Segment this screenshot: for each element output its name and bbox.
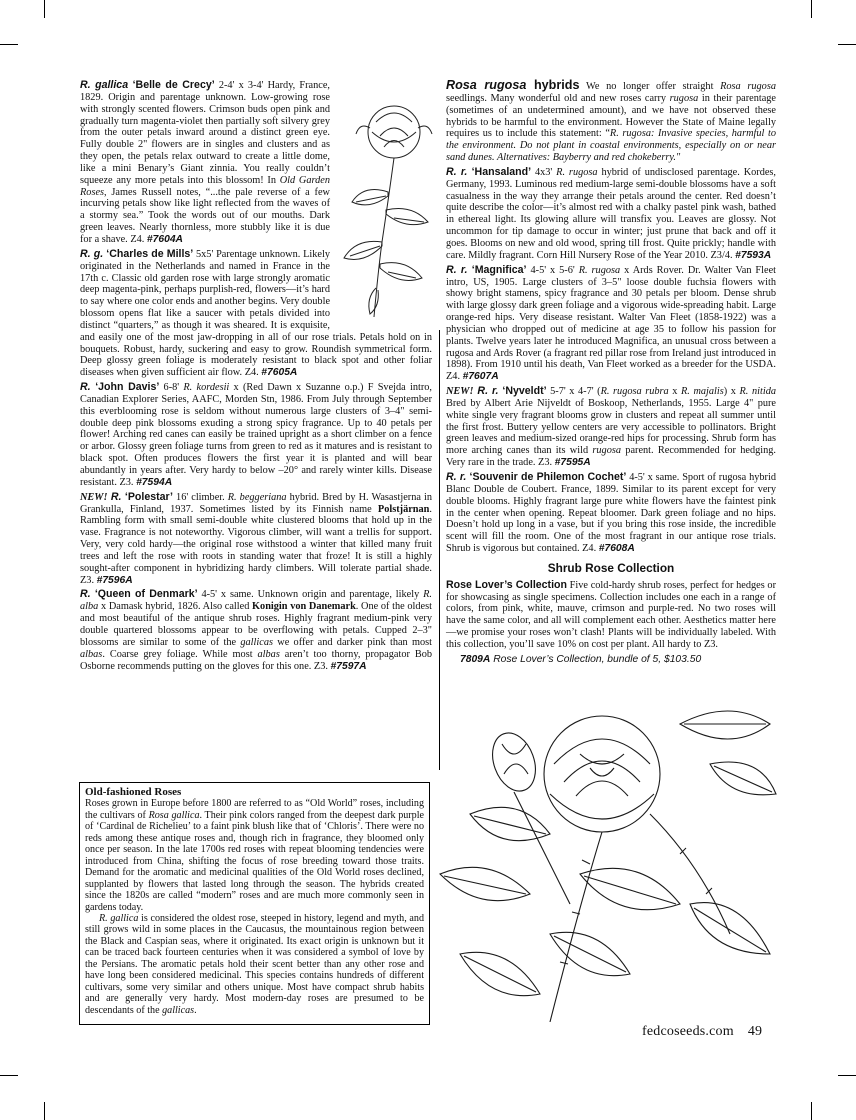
description: We no longer offer straight (579, 81, 721, 92)
entry-hansaland (446, 167, 776, 262)
page-number: 49 (747, 1024, 763, 1039)
item-number: #7604A (146, 233, 183, 245)
description-continued: seedlings. Many wonderful old and new roses carry (446, 92, 670, 104)
entry-john-davis (80, 382, 432, 489)
description-continued: . One of the oldest and most beautiful of the antique shrub roses. Highly fragrant medium-pink very double quartered blossoms appear to be overflowing with petals. Cupped 2–3" blossoms are similar to some of the (80, 601, 432, 648)
description: hybrid of undisclosed parentage. Kordes, Germany, 1993. Luminous red medium-large semi-double blossoms have a soft casualness in the way they arrange their petals around the center. Red doesn’t quite describe the color—it’s almost red with a chalky pastel pink wash, bathed in ethereal light. Its glowing allure will transfix you. Leaves are glossy. Not uncommon for tip damage to occur in winter; just prune that back and off it goes. Blooms on new and old wood, spring till frost. Quite prickly; handle with care. Mildly fragrant. Corn Hill Nursery Rose of the Year 2010. Z3/4. (446, 166, 777, 261)
description-continued: in their parentage (sometimes of an undetermined amount), and we have not observed these hybrids to be harmful to the environment. However the State of Maine legally requires us to include this statement: “ (446, 92, 776, 140)
description: 4-5' x same. Sport of rugosa hybrid Blanc Double de Coubert. France, 1899. Similar to its parent except for very double blooms. Highly fragrant large pure white flowers have the faintest pink in the center when opening. Repeat bloomer. Dark green foliage and no hips. Doesn’t hold up long in a vase, but if you bring this rose inside, the incredible scent will fill the room. One of the most fragrant in our antique rose trials. Shrub is vigorous but contained. Z4. (446, 472, 776, 555)
cultivar-name: ‘John Davis’ (90, 381, 160, 394)
description: x Damask hybrid, 1826. Also called (98, 601, 253, 613)
alternate-name: Konigin von Danemark (252, 601, 356, 613)
sidebar-paragraph (85, 913, 424, 1016)
crop-mark (0, 1075, 18, 1076)
cultivar-name: ‘Queen of Denmark’ (90, 588, 198, 601)
species: R. rugosa (556, 166, 598, 178)
item-number: #7594A (136, 476, 173, 488)
species: R. gallica (99, 912, 139, 924)
reference: rugosa (592, 445, 622, 457)
sidebar-text: Roses grown in Europe before 1800 are referred to as “Old World” roses, including the cultivars of (85, 798, 424, 821)
right-column (446, 80, 776, 666)
description: 5x5' Parentage unknown. Likely originated in the Netherlands and named in France in the 17th c. Classic old garden rose with large strongly aromatic deep magenta-pink, perhaps purplish-red, flowers—it’s hard to say where one color ends and another begins. Very double blossom opens flat like a saucer with petals divided into distinct “quarters,” as though it was sheared. It is exquisite, and easily one of the most jaw-dropping in all of our rose trials. Petals hold on in bouquets. Robust, hardy, suckering and easy to grow. Roundish symmetrical form. Deep glossy green foliage is moderately resistant to black spot and other foliar diseases when given sufficient air flow. Z4. (80, 248, 432, 379)
order-description: Rose Lover’s Collection, bundle of 5, $103.50 (490, 653, 702, 665)
item-number: #7605A (261, 367, 298, 379)
size: 4-5' x 5-6' (526, 264, 579, 276)
reference: albas (80, 648, 103, 660)
entry-magnifica (446, 265, 776, 383)
item-number: #7608A (598, 543, 635, 555)
item-number: 7809A (460, 653, 491, 665)
description: x Ards Rover. Dr. Walter Van Fleet intro, US, 1905. Large clusters of 3–5" loose double fuchsia flowers with showy bright stamens, spicy fragrance and 30 petals per bloom. Dense shrub with large glossy dark green foliage and a vigorous wide-spreading habit. Large orange-red hips. Very disease resistant. Walter Van Fleet (1858-1922) was a physician who dropped out of medicine at age 35 to follow his passion for plants. Twelve years later he introduced Magnifica, an unusual cross between a rugosa and Ards Rover (a fragrant red pillar rose from Ireland just introduced in 1898). From 1910 until his death, Van Fleet worked as a breeder for the USDA. Z4. (446, 264, 777, 383)
description: 2-4' x 3-4' Hardy, France, 1829. Origin and parentage unknown. Low-growing rose with strongly scented flowers. Crimson buds open pink and gradually turn magenta-violet then partially soft silvery grey from the outer petals inward around a distinct green eye. Fully double 2" flowers are in singles and clusters and as they open, the petals relax outward to create a little dome, like a mini Benary’s Giant zinnia. You really couldn’t squeeze any more petals into this blossom! In (80, 80, 330, 186)
description-continued: aren’t too thorny, propagator Bob Osborne recommends putting on the gloves for this one. Z3. (80, 648, 433, 672)
item-number: #7595A (554, 457, 591, 469)
reference: rugosa (669, 92, 699, 104)
description-continued: . Coarse grey foliage. While most (102, 648, 258, 660)
species: R. nitida (739, 386, 776, 398)
old-fashioned-roses-sidebar (79, 782, 430, 1025)
reference: albas (257, 648, 280, 660)
cultivar-prefix: R. r. (446, 471, 467, 483)
section-title-species: Rosa rugosa (446, 78, 527, 92)
entry-rugosa-intro (446, 80, 776, 164)
cultivar-prefix: R. (80, 381, 91, 394)
crop-mark (811, 0, 812, 18)
collection-name: Rose Lover’s Collection (446, 578, 567, 591)
entry-nyveldt (446, 386, 776, 469)
description: hybrid. Bred by H. Wasastjerna in Grankulla, Finland, 1937. Sometimes listed by its Finnish name (80, 491, 432, 515)
reference: gallicas (162, 1004, 195, 1016)
cultivar-name: ‘Belle de Crecy’ (128, 79, 215, 91)
crop-mark (44, 0, 45, 18)
size: 6-8' (159, 382, 184, 394)
size: 4x3' (531, 166, 557, 178)
item-number: #7593A (735, 249, 772, 261)
legal-statement: R. rugosa: Invasive species, harmful to the environment. Do not plant in coastal environments, especially on or near sand dunes. Alternatives: Bayberry and red chokeberry." (446, 128, 776, 164)
cultivar-name: ‘Charles de Mills’ (103, 247, 194, 260)
item-number: #7607A (462, 371, 499, 383)
new-badge: NEW! (80, 491, 108, 503)
crop-mark (0, 44, 18, 45)
book-title: Old Garden Roses (80, 174, 330, 198)
crop-mark (44, 1102, 45, 1120)
crop-mark (838, 1075, 856, 1076)
species: R. beggeriana (227, 491, 287, 503)
description: x (668, 386, 682, 398)
sidebar-text: . Their pink colors ranged from the deepest dark purple of ‘Cardinal de Richelieu’ to a faint pink blush like that of ‘Chloris’. There were no reds among these antique roses and, though rich in fragrance, they bloomed only once per season. In the late 1700s red roses with repeat blooming tendencies were introduced from China, shifting the focus of rose breeding toward those traits. Demand for the aromatic and medicinal qualities of the Old World roses declined, supplanted by flowers that lasted long through the season. The hybrids created since the 1820s are called “modern” roses and are much more commonly seen in gardens today. (85, 809, 424, 913)
species: Rosa gallica (148, 809, 200, 821)
description-continued: Bred by Albert Arie Nijveldt of Boskoop, Netherlands, 1955. Large 4" pure white single very fragrant blooms grow in clusters and repeat all summer until the first frost. Buttery yellow centers are very accessible to pollinators. Bright green leaves and medium-sized orange-red hips for processing. Shrub form has more arching canes than its wild (446, 397, 776, 457)
cultivar-prefix: R. r. (473, 385, 499, 398)
crop-mark (838, 44, 856, 45)
alternate-name: Polstjärnan (377, 503, 430, 515)
section-heading: Shrub Rose Collection (547, 560, 675, 575)
species: R. kordesii (183, 382, 230, 394)
cultivar-name: ‘Magnifica’ (467, 263, 527, 276)
left-column (80, 80, 432, 675)
item-number: #7596A (96, 574, 133, 586)
cultivar-name: ‘Hansaland’ (467, 165, 532, 178)
size: 16' climber. (173, 491, 228, 503)
size: 5-7' x 4-7' ( (546, 386, 601, 398)
entry-polestar (80, 492, 432, 587)
rose-engraving-large (430, 704, 778, 1022)
entry-souvenir-de-philemon-cochet (446, 472, 776, 555)
sidebar-text: is considered the oldest rose, steeped in history, legend and myth, and still grows wild in some places in the Caucasus, the mountainous region between the Black and Caspian seas, where it originated. Its exact origin is unknown but it can be traced back fourteen centuries when it was considered a symbol of love by the Persians. The aromatic petals hold their scent better than any other rose and have long been considered medicinal. This species contains hundreds of different cultivars, some very similar and others unique. Most have compact shrub habits and are generally very hardy. Most modern-day roses are presumed to be descendants of the (85, 912, 424, 1016)
order-line (446, 654, 776, 666)
sidebar-paragraph (85, 798, 424, 913)
cultivar-name: ‘Nyveldt’ (498, 385, 547, 398)
description-continued: , James Russell notes, “...the pale reverse of a few incurving petals show like light reflected from the waves of a stormy sea.” Took the words out of our mouths. Dark green leaves. Nearly thornless, more stubbly like it is due for a shave. Z4. (80, 186, 330, 245)
page-footer (642, 1024, 762, 1040)
description: x (Red Dawn x Suzanne o.p.) F Svejda intro, Canadian Explorer Series, AAFC, Morden Stn, 1986. From July through September this everblooming rose is seldom without numerous large clusters of 3–4" semi-double deep pink blossoms exuding a strong spicy fragrance. Up to 40 petals per flower! Arching red canes can easily be trained upright as a short climber on a fence or arbor. Glossy green foliage turns from green to red as it matures and is resistant to black spot. Often produces flowers the first year it is planted and will bear abundantly in years after. Very hardy to below –20° and rarely winter kills. Disease resistant. Z3. (80, 382, 432, 488)
species: R. rugosa (578, 264, 621, 276)
entry-rose-lovers-collection (446, 580, 776, 651)
cultivar-prefix: R. g. (80, 247, 104, 260)
item-number: #7597A (330, 660, 367, 672)
description-continued: ) x (723, 386, 740, 398)
cultivar-prefix: R. r. (446, 165, 468, 178)
sidebar-text: . (194, 1004, 197, 1016)
cultivar-name: ‘Souvenir de Philemon Cochet’ (466, 471, 627, 483)
entry-queen-of-denmark (80, 589, 432, 672)
reference: gallicas (240, 636, 273, 648)
cultivar-prefix: R. gallica (80, 79, 129, 91)
rose-engraving-small (336, 92, 436, 322)
description-continued: . Rambling form with small semi-double white clustered blooms that hold up in the vase. Fragrance is not noteworthy. Vigorous climber, will want a trellis for support. Very, very cold hardy—the original rose withstood a winter that killed many fruit trees and left the rose with roots in standing water that froze! It is still a highly sought-after component in hybridizing hardy climbers. Will tolerate partial shade. Z3. (80, 503, 432, 586)
cultivar-name: ‘Polestar’ (121, 490, 173, 503)
website: fedcoseeds.com (642, 1024, 734, 1039)
description-continued: parent. Recommended for hedging. Very rare in the trade. Z3. (446, 445, 776, 469)
sidebar-title: Old-fashioned Roses (85, 786, 182, 798)
description: Five cold-hardy shrub roses, perfect for hedges or for showcasing as single specimens. Collection includes one each in a range of colors, from pink, white, mauve, crimson and purple-red. No two roses will have the same color, and all will complement each other. Aesthetics matter here—we promise your roses won’t clash! Plants will be individually labeled. With this collection, you’ll save 10% on cost per plant. All hardy to Z3. (446, 579, 776, 650)
crop-mark (811, 1102, 812, 1120)
entry-belle-de-crecy (80, 80, 432, 246)
species: Rosa rugosa (720, 81, 776, 92)
section-title: hybrids (526, 78, 580, 92)
cultivar-prefix: R. r. (446, 263, 468, 276)
size: 4-5' x same. Unknown origin and parentage, likely (197, 589, 424, 601)
species: R. alba (80, 589, 432, 613)
cultivar-prefix: R. (107, 490, 122, 503)
description-continued: we offer and darker pink than most (272, 636, 432, 648)
species: R. rugosa rubra (600, 386, 669, 398)
cultivar-prefix: R. (80, 588, 91, 601)
species: R. majalis (681, 386, 724, 398)
new-badge: NEW! (446, 386, 474, 398)
